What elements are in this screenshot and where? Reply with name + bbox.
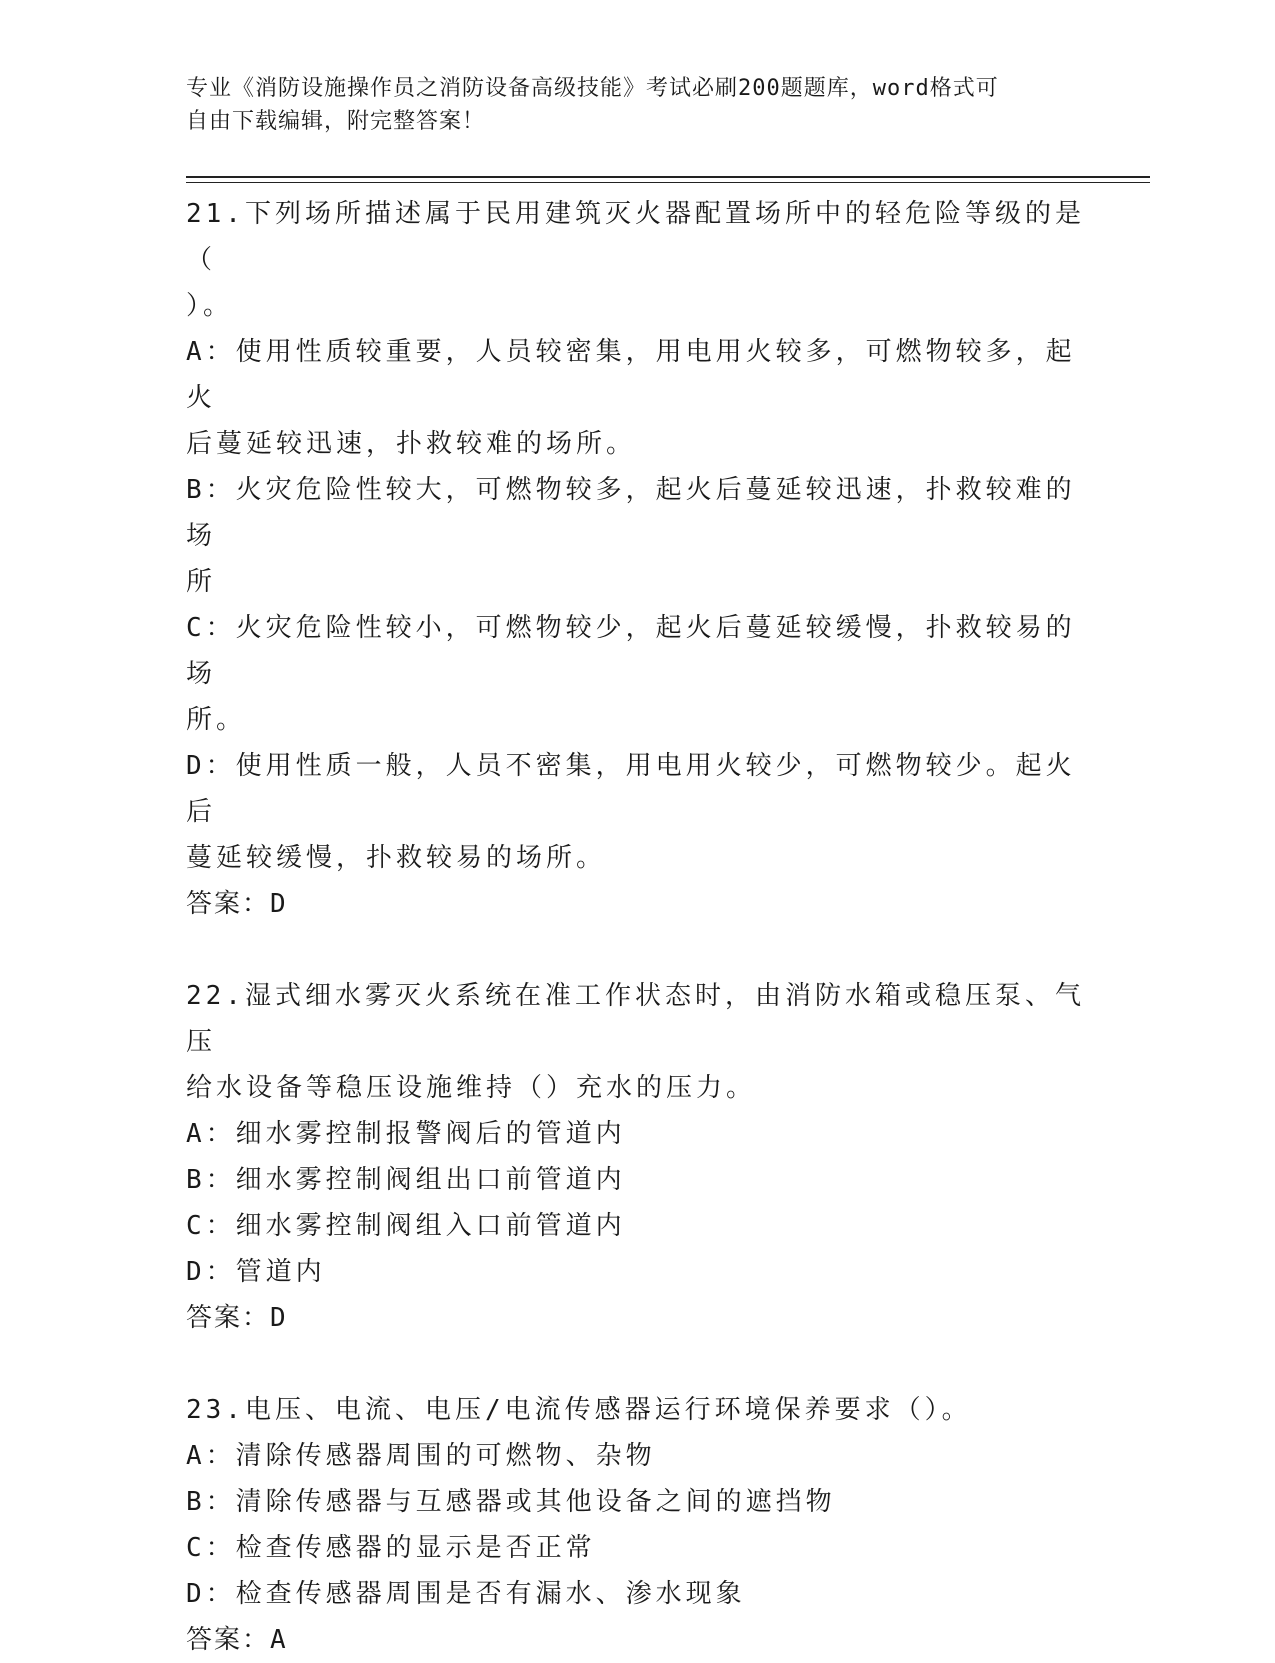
question-22 (186, 973, 1086, 1341)
question-21 (186, 191, 1086, 927)
question-spacer (186, 927, 1086, 973)
option-b-line: B：清除传感器与互感器或其他设备之间的遮挡物 (186, 1487, 836, 1517)
option-a-line: 后蔓延较迅速，扑救较难的场所。 (186, 429, 637, 459)
header-rule-thick (186, 176, 1150, 178)
option-b-line: B：细水雾控制阀组出口前管道内 (186, 1165, 626, 1195)
answer-label: 答案： (186, 1303, 271, 1333)
option-c-line: C：火灾危险性较小，可燃物较少，起火后蔓延较缓慢，扑救较易的场 (186, 613, 1076, 689)
answer-value: A (270, 1625, 288, 1655)
answer-label: 答案： (186, 889, 271, 919)
header-line-2: 自由下载编辑，附完整答案！ (186, 109, 486, 134)
option-c-line: C：检查传感器的显示是否正常 (186, 1533, 596, 1563)
header-rule-thin (186, 182, 1150, 183)
question-spacer (186, 1341, 1086, 1387)
option-d-line: D：使用性质一般，人员不密集，用电用火较少，可燃物较少。起火后 (186, 751, 1076, 827)
answer-line (186, 881, 1086, 927)
option-a-line: A：清除传感器周围的可燃物、杂物 (186, 1441, 656, 1471)
question-23 (186, 1387, 1086, 1663)
option-d-line: D：检查传感器周围是否有漏水、渗水现象 (186, 1579, 746, 1609)
question-list (186, 191, 1086, 1663)
answer-value: D (270, 889, 288, 919)
option-d-line: D：管道内 (186, 1257, 326, 1287)
option-d-line: 蔓延较缓慢，扑救较易的场所。 (186, 843, 607, 873)
question-text-line: 22.湿式细水雾灭火系统在准工作状态时，由消防水箱或稳压泵、气压 (186, 981, 1085, 1057)
option-a-line: A：使用性质较重要，人员较密集，用电用火较多，可燃物较多，起火 (186, 337, 1076, 413)
question-text-line: 21.下列场所描述属于民用建筑灭火器配置场所中的轻危险等级的是（ (186, 199, 1085, 275)
option-a-line: A：细水雾控制报警阀后的管道内 (186, 1119, 626, 1149)
header-line-1: 专业《消防设施操作员之消防设备高级技能》考试必刷200题题库，word格式可 (186, 76, 999, 101)
option-c-line: 所。 (186, 705, 247, 735)
question-text-line: 23.电压、电流、电压/电流传感器运行环境保养要求（）。 (186, 1395, 972, 1425)
option-b-line: 所 (186, 567, 217, 597)
question-text-line: ）。 (186, 291, 234, 321)
document-header (186, 72, 1066, 138)
option-c-line: C：细水雾控制阀组入口前管道内 (186, 1211, 626, 1241)
answer-line (186, 1617, 1086, 1663)
question-text-line: 给水设备等稳压设施维持（）充水的压力。 (186, 1073, 757, 1103)
answer-line (186, 1295, 1086, 1341)
option-b-line: B：火灾危险性较大，可燃物较多，起火后蔓延较迅速，扑救较难的场 (186, 475, 1076, 551)
answer-value: D (270, 1303, 288, 1333)
answer-label: 答案： (186, 1625, 271, 1655)
